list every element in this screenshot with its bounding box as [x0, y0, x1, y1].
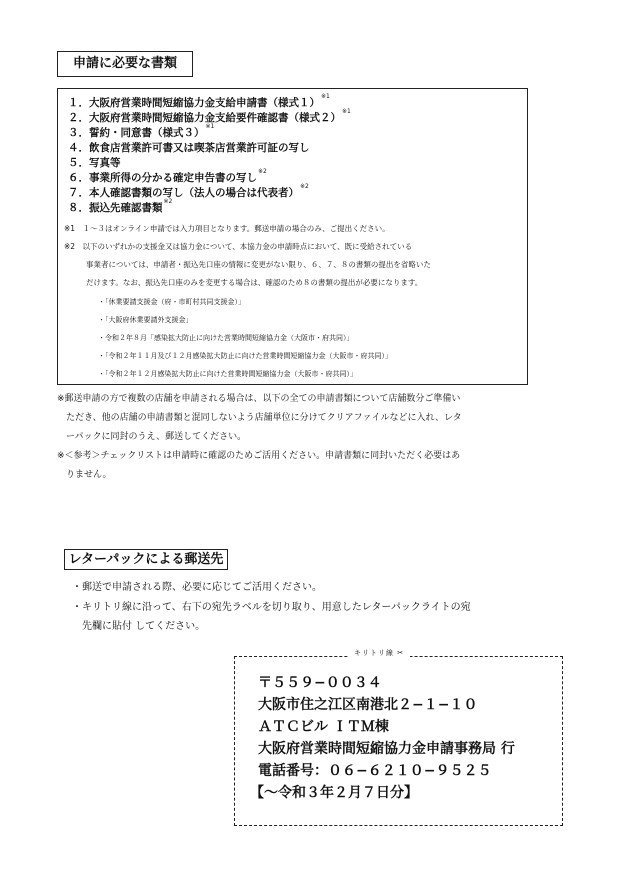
note-line-1: ※郵送申請の方で複数の店舗を申請される場合は、以下の全ての申請書類について店舗数分ご準備い — [57, 394, 461, 404]
section-title-letterpack: レターパックによる郵送先 — [64, 549, 228, 570]
footnote-2-line-1: ※2 以下のいずれかの支援金又は協力金について、本協力金の申請時点において、既に受給されている — [64, 242, 413, 251]
address-postal-code: 〒５５９−００３４ — [258, 675, 382, 691]
address-recipient: 大阪府営業時間短縮協力金申請事務局 行 — [258, 741, 515, 757]
doc-item-8: ８．振込先確認書類$^{※2}$ — [68, 198, 173, 214]
doc-item-4: ４．飲食店営業許可書又は喫茶店営業許可証の写し — [68, 142, 310, 154]
program-1: ・「休業要請支援金（府・市町村共同支援金）」 — [98, 298, 245, 306]
address-street: 大阪市住之江区南港北２−１−１０ — [258, 697, 478, 713]
doc-item-7: ７．本人確認書類の写し（法人の場合は代表者）$^{※2}$ — [68, 183, 309, 199]
address-phone: 電話番号：０６−６２１０−９５２５ — [258, 763, 492, 779]
footnote-2-line-3: だけます。なお、振込先口座のみを変更する場合は、確認のため８の書類の提出が必要になります。 — [86, 278, 423, 287]
note-line-5: りません。 — [57, 470, 112, 480]
footnote-1: ※1 １～３はオンライン申請では入力項目となります。郵送申請の場合のみ、ご提出ください。 — [64, 224, 390, 233]
address-building: ＡＴＣビル ＩＴＭ棟 — [258, 719, 389, 735]
program-4: ・「令和２年１１月及び１２月感染拡大防止に向けた営業時間短縮協力金（大阪市・府共同）」 — [98, 352, 392, 360]
doc-item-1: １．大阪府営業時間短縮協力金支給申請書（様式１）$^{※1}$ — [68, 93, 330, 109]
address-period: 【〜令和３年２月７日分】 — [250, 785, 418, 801]
note-line-3: ーパックに同封のうえ、郵送してください。 — [57, 432, 247, 442]
doc-item-6: ６．事業所得の分かる確定申告書の写し$^{※2}$ — [68, 168, 267, 184]
letterpack-bullet-3: 先欄に貼付 してください。 — [72, 621, 206, 632]
doc-item-2: ２．大阪府営業時間短縮協力金支給要件確認書（様式２）$^{※1}$ — [68, 108, 351, 124]
program-3: ・令和２年８月「感染拡大防止に向けた営業時間短縮協力金（大阪市・府共同）」 — [98, 334, 354, 342]
doc-item-5: ５．写真等 — [68, 157, 121, 169]
program-2: ・「大阪府休業要請外支援金」 — [98, 316, 193, 324]
letterpack-bullet-2: ・キリトリ線に沿って、右下の宛先ラベルを切り取り、用意したレターパックライトの宛 — [72, 602, 471, 613]
note-line-4: ※＜参考＞チェックリストは申請時に確認のためご活用ください。申請書類に同封いただく必要はあ — [57, 451, 461, 461]
cut-line-label: キリトリ線 ✂ — [348, 648, 410, 658]
footnote-2-line-2: 事業者については、申請者・振込先口座の情報に変更がない限り、６、７、８の書類の提出を省略いた — [86, 260, 431, 269]
note-line-2: ただき、他の店舗の申請書類と混同しないよう店舗単位に分けてクリアファイルなどに入れ、レタ — [57, 413, 462, 423]
documents-box — [57, 88, 528, 385]
program-5: ・「令和２年１２月感染拡大防止に向けた営業時間短縮協力金（大阪市・府共同）」 — [98, 370, 357, 378]
letterpack-bullet-1: ・郵送で申請される際、必要に応じてご活用ください。 — [72, 582, 322, 593]
section-title-required-documents: 申請に必要な書類 — [57, 51, 193, 77]
doc-item-3: ３．誓約・同意書（様式３）$^{※1}$ — [68, 123, 215, 139]
